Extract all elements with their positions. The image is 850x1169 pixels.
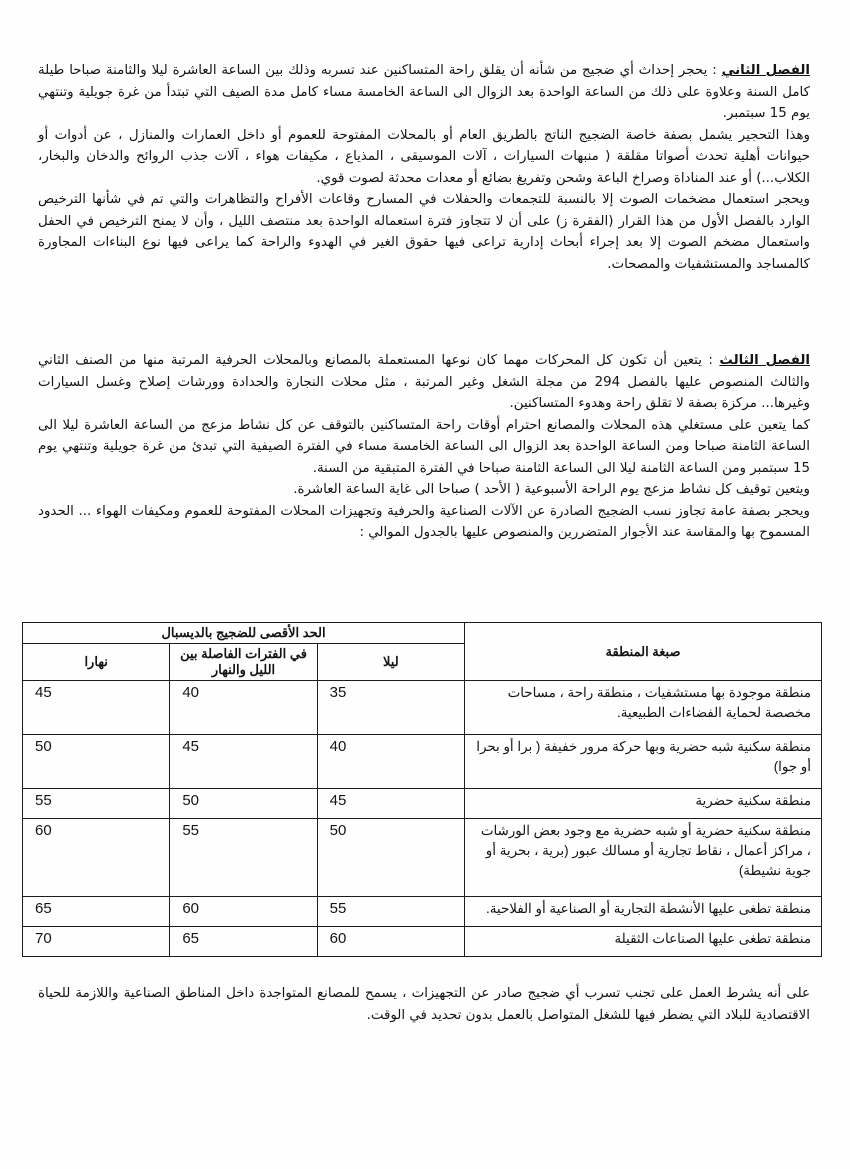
night-value: 45	[317, 789, 464, 819]
night-value: 55	[317, 897, 464, 927]
day-value: 50	[23, 735, 170, 789]
table-row	[23, 819, 822, 897]
section-3-heading: الفصل الثالث	[719, 353, 810, 368]
max-noise-header: الحد الأقصى للضجيج بالديسبال	[23, 623, 465, 644]
zone-cell: منطقة سكنية شبه حضرية وبها حركة مرور خفيفة ( برا أو بحرا أو جوا)	[465, 735, 822, 789]
transition-value: 65	[170, 927, 317, 957]
section-2-paragraph-3: ويحجر استعمال مضخمات الصوت إلا بالنسبة للتجمعات والحفلات في المسارح وقاعات الأفراح والتظاهرات والتي تم في شأنها الترخيص الوارد بالفصل الأول من هذا القرار (الفقرة ز) على أن لا تتجاوز فترة استعماله الواحدة بعد منتصف الليل ، وأن لا يمنح الترخيص في الحفل واستعمال مضخم الصوت إلا بعد إجراء أبحاث إدارية تراعى فيها حقوق الغير في الهدوء والراحة كما يراعى فيها نوع البناءات المجاورة كالمساجد والمستشفيات والمصحات.	[38, 192, 810, 272]
transition-value: 45	[170, 735, 317, 789]
section-3-paragraph-2: كما يتعين على مستغلي هذه المحلات والمصانع احترام أوقات راحة المتساكنين بالتوقف عن كل نشاط مزعج من الساعة العاشرة ليلا الى الساعة الثامنة صباحا ومن الساعة الواحدة بعد الزوال الى الساعة الخامسة مساء في الفترة الصيفية التي تبدئ من غرة جويلية وتنتهي يوم 15 سبتمبر ومن الساعة الثامنة ليلا الى الساعة الثامنة صباحا في الفترة المتبقية من السنة.	[38, 417, 810, 476]
section-2-heading: الفصل الثاني	[721, 63, 810, 78]
zone-cell: منطقة موجودة بها مستشفيات ، منطقة راحة ، مساحات مخصصة لحماية الفضاءات الطبيعية.	[465, 681, 822, 735]
table-row	[23, 681, 822, 735]
noise-limits-table	[22, 622, 822, 957]
table-row	[23, 789, 822, 819]
transition-value: 55	[170, 819, 317, 897]
day-column-header: نهارا	[23, 644, 170, 681]
section-2	[38, 60, 810, 275]
section-2-paragraph-1: الفصل الثاني : يحجر إحداث أي ضجيج من شأنه أن يقلق راحة المتساكنين عند تسربه وذلك بين الساعة العاشرة ليلا والثامنة صباحا طيلة كامل السنة وعلاوة على ذلك من الساعة الواحدة بعد الزوال الى الساعة الخامسة مساء كامل مدة الصيف التي تبتدأ من غرة جويلية وتنتهي يوم 15 سبتمبر.	[38, 63, 810, 121]
section-2-paragraph-2: وهذا التحجير يشمل بصفة خاصة الضجيج الناتج بالطريق العام أو بالمحلات المفتوحة للعموم أو داخل العمارات والمنازل ، عن أدوات أو حيوانات أهلية تحدث أصواتا مقلقة ( منبهات السيارات ، آلات الموسيقى ، المذياع ، مكيفات هواء ، آلات جذب الروائح والدخان والبخار، الكلاب...) أو عند المناداة وصراخ الباعة وشحن وتفريغ بضائع أو معدات محدثة لصوت قوي.	[38, 127, 810, 186]
table-header-row	[23, 623, 822, 644]
night-value: 35	[317, 681, 464, 735]
day-value: 45	[23, 681, 170, 735]
section-3-paragraph-3: ويتعين توقيف كل نشاط مزعج يوم الراحة الأسبوعية ( الأحد ) صباحا الى غاية الساعة العاشرة.	[293, 482, 810, 497]
section-3-paragraph-4: ويحجر بصفة عامة تجاوز نسب الضجيج الصادرة عن الآلات الصناعية والحرفية وتجهيزات المحلات المفتوحة للعموم ومكيفات الهواء ... الحدود المسموح بها والمقاسة عند الأجوار المتضررين والمنصوص عليها بالجدول الموالي :	[38, 503, 810, 540]
day-value: 65	[23, 897, 170, 927]
night-value: 40	[317, 735, 464, 789]
day-value: 55	[23, 789, 170, 819]
night-column-header: ليلا	[317, 644, 464, 681]
zone-cell: منطقة تطغى عليها الأنشطة التجارية أو الصناعية أو الفلاحية.	[465, 897, 822, 927]
zone-type-header: صبغة المنطقة	[465, 623, 822, 681]
zone-cell: منطقة تطغى عليها الصناعات الثقيلة	[465, 927, 822, 957]
transition-value: 50	[170, 789, 317, 819]
section-3	[38, 350, 810, 544]
zone-cell: منطقة سكنية حضرية	[465, 789, 822, 819]
night-value: 50	[317, 819, 464, 897]
table-row	[23, 897, 822, 927]
transition-value: 40	[170, 681, 317, 735]
day-value: 70	[23, 927, 170, 957]
section-3-paragraph-1: الفصل الثالث : يتعين أن تكون كل المحركات مهما كان نوعها المستعملة بالمصانع وبالمحلات الحرفية المرتبة منها من الصنف الثاني والثالث المنصوص عليها بالفصل 294 من مجلة الشغل وغير المرتبة ، مثل محلات النجارة والحدادة وورشات إصلاح وغسل السيارات وغيرها... مركزة بصفة لا تقلق راحة وهدوء المتساكنين.	[38, 353, 811, 411]
table-row	[23, 927, 822, 957]
night-value: 60	[317, 927, 464, 957]
zone-cell: منطقة سكنية حضرية أو شبه حضرية مع وجود بعض الورشات ، مراكز أعمال ، نقاط تجارية أو مسالك عبور (برية ، بحرية أو جوية نشيطة)	[465, 819, 822, 897]
transition-column-header: في الفترات الفاصلة بين الليل والنهار	[170, 644, 317, 681]
transition-value: 60	[170, 897, 317, 927]
closing-paragraph: على أنه يشرط العمل على تجنب تسرب أي ضجيج صادر عن التجهيزات ، يسمح للمصانع المتواجدة داخل المناطق الصناعية واللازمة للحياة الاقتصادية للبلاد التي يضطر فيها للشغل المتواصل بالعمل بدون تحديد في الوقت.	[38, 986, 810, 1023]
table-row	[23, 735, 822, 789]
day-value: 60	[23, 819, 170, 897]
